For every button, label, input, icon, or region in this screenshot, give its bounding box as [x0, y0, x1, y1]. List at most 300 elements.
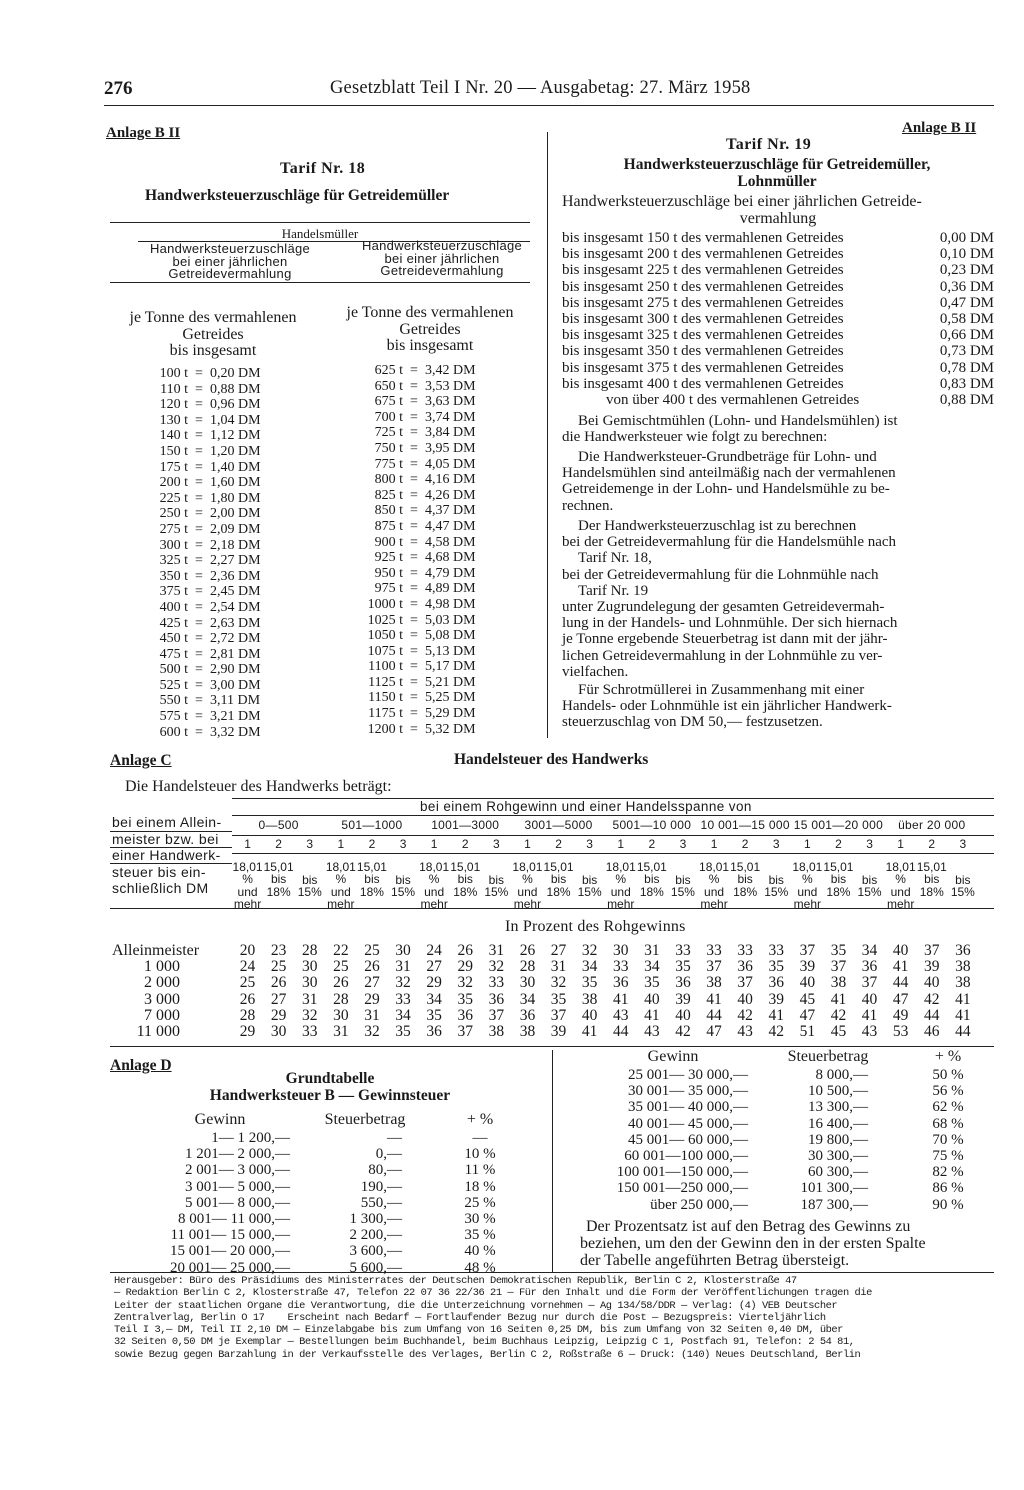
t19-text: bis insgesamt 325 t des vermahlenen Getreides	[562, 327, 844, 344]
t18-row	[355, 457, 505, 473]
t18-equals: =	[195, 537, 203, 553]
d-gewinn: 150 001—250 000,—	[616, 1180, 748, 1197]
d-row	[598, 1083, 998, 1099]
c-cell: 36	[457, 1006, 473, 1024]
c-sub-label: und	[424, 884, 445, 899]
t18-amount: 1,04 DM	[210, 412, 261, 428]
c-cell: 39	[923, 958, 940, 976]
c-cell: 26	[333, 974, 349, 992]
t18-equals: =	[410, 706, 418, 722]
t18-tonnage: 350 t	[159, 568, 188, 584]
c-cell: 40	[581, 1006, 598, 1024]
intro-line: vermahlung	[739, 210, 817, 227]
intro-line: Handwerksteuerzuschläge bei einer jährlichen Getreide-	[562, 193, 922, 210]
d-gewinn: 11 001— 15 000,—	[170, 1227, 290, 1244]
c-sub-label: %	[335, 872, 347, 887]
c-cell: 28	[333, 990, 349, 1008]
d-steuer: 5 600,—	[349, 1259, 402, 1276]
anlage-d-note	[580, 1219, 996, 1269]
t18-equals: =	[410, 721, 418, 737]
t19-row	[562, 295, 994, 311]
t18-row	[140, 709, 290, 725]
c-cell: 43	[612, 1006, 629, 1024]
d-percent: 11 %	[464, 1162, 496, 1179]
anlage-d-heading	[160, 1070, 500, 1104]
d-gewinn: 15 001— 20 000,—	[170, 1243, 290, 1260]
d-gewinn: 100 001—150 000,—	[616, 1164, 748, 1181]
t18-amount: 3,63 DM	[425, 394, 476, 410]
c-sub-label: 15%	[950, 885, 975, 900]
c-sub-label: und	[797, 884, 818, 899]
t18-equals: =	[410, 487, 418, 503]
subheader-line: je Tonne des vermahlenen	[346, 304, 514, 321]
t18-tonnage: 800 t	[374, 472, 403, 488]
c-sub-label: 18,01	[792, 860, 823, 874]
d-gewinn: 20 001— 25 000,—	[170, 1259, 290, 1276]
c-left-header-line: einer Handwerk-	[112, 847, 221, 863]
t18-amount: 2,90 DM	[210, 662, 261, 678]
col-header-line: bei einer jährlichen	[384, 250, 500, 266]
c-sub-label: %	[615, 872, 627, 887]
col-header-line: Getreidevermahlung	[168, 266, 292, 281]
col-header-line: Handwerksteuerzuschläge	[149, 241, 311, 256]
c-cell: 35	[426, 1006, 442, 1024]
t18-equals: =	[195, 615, 203, 631]
para-line: steuerzuschlag von DM 50,— festzusetzen.	[562, 714, 823, 731]
t18-tonnage: 130 t	[159, 412, 188, 428]
c-cell: 27	[550, 942, 567, 959]
t18-column-2	[355, 363, 505, 737]
c-cell: 47	[892, 990, 909, 1008]
c-sub-label: 18,01	[325, 860, 356, 874]
c-row-label: 1 000	[144, 958, 180, 976]
c-sub-label: bis	[644, 872, 660, 887]
subheader-line: bis insgesamt	[386, 337, 474, 355]
c-cell: 37	[830, 958, 847, 976]
c-cell: 38	[955, 974, 971, 992]
t19-text: bis insgesamt 150 t des vermahlenen Getreides	[562, 230, 844, 246]
d-percent: 90 %	[932, 1196, 964, 1213]
t18-equals: =	[410, 503, 418, 519]
t18-row	[355, 503, 505, 519]
c-sub-number: 2	[275, 837, 282, 851]
c-cell: 27	[270, 990, 287, 1008]
t18-amount: 2,63 DM	[210, 615, 261, 631]
d-percent: 86 %	[932, 1180, 964, 1197]
c-cell: 32	[301, 1006, 318, 1024]
c-sub-label: 15%	[670, 885, 695, 900]
t18-row	[140, 647, 290, 663]
c-sub-label: bis	[581, 873, 598, 887]
c-sub-number: 1	[617, 837, 625, 851]
c-sub-label: 15,01	[263, 860, 294, 874]
c-cell: 41	[581, 1023, 598, 1040]
c-sub-label: 15,01	[916, 860, 947, 874]
t18-subheader-1	[108, 310, 318, 360]
footer-rule	[110, 1272, 994, 1273]
t18-amount: 4,26 DM	[425, 487, 476, 503]
d-steuer: 190,—	[360, 1178, 402, 1195]
c-cell: 36	[675, 974, 691, 992]
c-sub-label: 18,01	[885, 860, 916, 874]
heading-line: Handwerksteuer B — Gewinnsteuer	[209, 1087, 451, 1104]
t18-amount: 4,16 DM	[425, 472, 476, 488]
c-cell: 35	[395, 1023, 411, 1040]
t18-tonnage: 925 t	[374, 550, 403, 566]
t18-equals: =	[195, 709, 203, 725]
t18-tonnage: 600 t	[159, 724, 188, 740]
anlage-b-left-label: Anlage B II	[106, 125, 181, 141]
c-cell: 31	[488, 942, 505, 959]
t18-tonnage: 1125 t	[368, 674, 403, 690]
c-cell: 49	[892, 1006, 909, 1024]
t18-tonnage: 850 t	[374, 503, 403, 519]
c-cell: 40	[861, 990, 878, 1008]
c-sub-number: 3	[586, 837, 593, 851]
t19-text: bis insgesamt 225 t des vermahlenen Getreides	[562, 262, 844, 279]
schrot-paragraph	[562, 682, 994, 731]
d-steuer: 19 800,—	[808, 1131, 868, 1148]
t19-value: 0,78 DM	[939, 359, 994, 376]
t18-amount: 1,60 DM	[210, 475, 261, 491]
c-cell: 26	[270, 974, 287, 992]
c-cell: 35	[550, 990, 567, 1008]
t18-amount: 4,47 DM	[425, 518, 476, 534]
c-cell: 31	[395, 958, 411, 976]
t18-amount: 0,88 DM	[210, 381, 261, 397]
c-cell: 26	[239, 990, 256, 1008]
c-sub-label: 18%	[266, 884, 291, 899]
c-cell: 39	[550, 1023, 567, 1040]
t18-amount: 0,96 DM	[210, 397, 261, 413]
c-cell: 37	[737, 974, 753, 992]
c-sub-label: %	[895, 872, 906, 887]
t18-row	[355, 706, 505, 722]
col-header-line: Getreidevermahlung	[380, 263, 504, 278]
heading-line: Grundtabelle	[285, 1070, 375, 1087]
c-sub-label: mehr	[513, 896, 542, 911]
c-left-rule	[110, 863, 232, 864]
c-cell: 37	[550, 1006, 567, 1024]
c-cell: 51	[799, 1023, 816, 1040]
t18-equals: =	[410, 518, 418, 534]
d-percent: 50 %	[932, 1067, 964, 1083]
t18-amount: 3,00 DM	[210, 677, 261, 693]
t18-equals: =	[410, 425, 418, 441]
c-cell: 43	[737, 1023, 753, 1040]
c-cell: 35	[675, 958, 691, 976]
c-left-header-line: steuer bis ein-	[112, 863, 206, 880]
d-gewinn: 40 001— 45 000,—	[628, 1115, 748, 1132]
t19-row	[562, 279, 994, 295]
t19-value: 0,66 DM	[939, 327, 994, 344]
t18-row	[355, 550, 505, 566]
t18-equals: =	[195, 693, 203, 709]
c-cell: 42	[923, 990, 940, 1008]
c-sub-label: bis	[924, 872, 940, 887]
footer-line: Herausgeber: Büro des Präsidiums des Ministerrates der Deutschen Demokratischen Republik, Berlin C 2, Klosterstraße 47	[114, 1275, 797, 1287]
d-percent: 56 %	[932, 1083, 964, 1100]
c-cell: 42	[737, 1006, 753, 1024]
c-rule-3	[232, 835, 994, 836]
c-cell: 31	[333, 1023, 349, 1040]
d-percent: 82 %	[932, 1164, 964, 1181]
t19-value: 0,23 DM	[939, 262, 994, 279]
t18-column-1	[140, 366, 290, 740]
header-rule	[104, 105, 994, 106]
c-sub-label: und	[517, 884, 538, 899]
c-cell: 22	[333, 942, 349, 959]
d-percent: 30 %	[464, 1211, 496, 1228]
t18-amount: 1,40 DM	[210, 459, 261, 475]
c-sub-number: 3	[399, 837, 407, 851]
c-cell: 38	[706, 974, 722, 992]
c-cell: 27	[426, 958, 442, 976]
c-cell: 36	[768, 974, 784, 992]
c-cell: 34	[519, 990, 536, 1008]
t18-equals: =	[410, 565, 418, 581]
note-line: der Tabelle angeführten Betrag übersteigt.	[580, 1251, 850, 1269]
c-left-header-line: schließlich DM	[112, 880, 209, 896]
t18-equals: =	[410, 674, 418, 690]
para-line: die Handwerksteuer wie folgt zu berechnen:	[562, 429, 828, 446]
para-line: vielfachen.	[562, 663, 629, 680]
subheader-line: bis insgesamt	[169, 342, 257, 360]
t18-tonnage: 1150 t	[368, 690, 403, 706]
d-steuer: 550,—	[360, 1194, 402, 1211]
t18-amount: 5,17 DM	[425, 659, 476, 675]
t18-amount: 5,32 DM	[425, 721, 476, 737]
c-cell: 34	[861, 942, 878, 959]
c-sub-number: 3	[772, 837, 780, 851]
d-row	[150, 1146, 530, 1162]
c-cell: 30	[301, 958, 318, 976]
c-cell: 31	[550, 958, 567, 976]
tarif-19-rows	[562, 230, 994, 408]
para-line: bei der Getreidevermahlung für die Lohnmühle nach	[562, 566, 879, 583]
para-line: Bei Gemischtmühlen (Lohn- und Handelsmühlen) ist	[578, 413, 898, 429]
d-row	[150, 1162, 530, 1178]
t19-value: 0,88 DM	[939, 392, 994, 409]
footer-line: — Redaktion Berlin C 2, Klosterstraße 47, Telefon 22 07 36 22/36 21 — Für den Inhalt und die Form der Veröffentlichungen tragen die	[114, 1287, 872, 1300]
t18-amount: 4,68 DM	[425, 550, 476, 566]
para-line: Handels- oder Lohnmühle ist ein jährlicher Handwerk-	[562, 698, 892, 715]
t18-subheader-2	[322, 305, 538, 355]
mixed-mills-paragraph	[562, 413, 994, 445]
t18-row	[140, 366, 290, 382]
t18-equals: =	[410, 378, 418, 394]
d-percent: 62 %	[932, 1099, 964, 1116]
t18-equals: =	[410, 612, 418, 628]
t18-row	[355, 628, 505, 644]
t18-row	[355, 394, 505, 410]
t18-amount: 1,12 DM	[210, 428, 261, 444]
tarif-19-heading	[560, 156, 994, 190]
c-cell: 40	[892, 942, 909, 959]
d-gewinn: 25 001— 30 000,—	[628, 1067, 748, 1083]
c-cell: 44	[923, 1006, 940, 1024]
t18-equals: =	[410, 363, 418, 378]
d-gewinn: 5 001— 8 000,—	[185, 1194, 290, 1211]
t18-tonnage: 150 t	[159, 443, 188, 459]
t18-row	[140, 631, 290, 647]
t19-text: bis insgesamt 300 t des vermahlenen Getreides	[562, 311, 844, 328]
c-sub-number: 2	[368, 837, 376, 851]
c-cell: 29	[239, 1023, 256, 1040]
t18-equals: =	[410, 409, 418, 425]
c-cell: 34	[581, 958, 598, 976]
c-left-header-line: bei einem Allein-	[112, 814, 222, 830]
t18-row	[140, 662, 290, 678]
t18-equals: =	[195, 646, 203, 662]
para-line: Tarif Nr. 19	[578, 582, 649, 599]
t18-tonnage: 225 t	[159, 490, 188, 506]
t18-row	[355, 597, 505, 613]
c-sub-number: 1	[430, 837, 438, 851]
t18-tonnage: 825 t	[374, 487, 403, 503]
c-sub-label: %	[522, 872, 533, 887]
col-header-line: bei einer jährlichen	[172, 253, 288, 269]
t18-tonnage: 500 t	[159, 662, 188, 678]
c-top-header: bei einem Rohgewinn und einer Handelsspanne von	[420, 799, 752, 814]
t18-amount: 2,36 DM	[210, 568, 261, 584]
t18-row	[355, 722, 505, 738]
t19-value: 0,10 DM	[939, 246, 994, 263]
t18-equals: =	[410, 643, 418, 659]
c-cell: 36	[488, 990, 505, 1008]
t18-row	[140, 584, 290, 600]
col-header-line: Handwerksteuerzuschläge	[361, 238, 523, 253]
c-sub-label: mehr	[607, 896, 635, 911]
c-sub-label: 15,01	[543, 860, 574, 874]
t18-tonnage: 525 t	[159, 677, 188, 693]
c-cell: 32	[364, 1023, 380, 1040]
t18-rule-top	[110, 222, 530, 223]
t18-row	[140, 382, 290, 398]
t18-tonnage: 1000 t	[367, 596, 403, 612]
t18-equals: =	[195, 428, 203, 444]
t18-tonnage: 120 t	[159, 397, 188, 413]
d-row	[598, 1164, 998, 1180]
t18-row	[355, 410, 505, 426]
d-percent: —	[472, 1130, 488, 1146]
c-sub-label: 15%	[297, 885, 322, 900]
d-header-row	[150, 1111, 530, 1129]
d-steuer: 8 000,—	[815, 1067, 868, 1083]
t19-row	[562, 246, 994, 262]
t18-amount: 3,84 DM	[425, 425, 476, 441]
c-sub-label: 15%	[857, 885, 882, 900]
c-cell: 42	[830, 1006, 847, 1024]
d-row	[598, 1099, 998, 1115]
t18-amount: 5,21 DM	[425, 674, 476, 690]
t18-tonnage: 975 t	[374, 581, 403, 597]
c-sub-label: 15,01	[636, 860, 667, 874]
c-sub-label: 15%	[764, 885, 789, 900]
t18-amount: 5,13 DM	[425, 643, 476, 659]
t18-equals: =	[195, 553, 203, 569]
t18-equals: =	[195, 412, 203, 428]
t18-amount: 3,42 DM	[425, 363, 476, 378]
t18-amount: 2,09 DM	[210, 521, 261, 537]
heading-line: Lohnmüller	[737, 173, 817, 190]
anlage-c-heading: Handelsteuer des Handwerks	[454, 751, 649, 768]
t18-amount: 3,32 DM	[210, 724, 261, 740]
c-cell: 44	[706, 1006, 722, 1024]
c-cell: 30	[333, 1006, 349, 1024]
c-sub-label: mehr	[793, 896, 822, 911]
c-rule-2	[232, 815, 994, 816]
c-sub-number: 3	[679, 837, 687, 851]
c-range-label: 501—1000	[341, 818, 403, 832]
c-row-label: Alleinmeister	[112, 942, 200, 959]
c-cell: 30	[301, 974, 318, 992]
c-cell: 37	[488, 1006, 505, 1024]
t18-tonnage: 375 t	[159, 584, 188, 600]
d-col-header: Gewinn	[194, 1111, 246, 1128]
c-cell: 36	[519, 1006, 536, 1024]
t18-tonnage: 875 t	[374, 518, 403, 534]
t18-tonnage: 550 t	[159, 693, 188, 709]
c-sub-label: und	[330, 884, 351, 899]
c-cell: 33	[768, 942, 784, 959]
d-gewinn: 1— 1 200,—	[211, 1130, 290, 1146]
d-row	[598, 1116, 998, 1132]
t18-equals: =	[410, 690, 418, 706]
t18-tonnage: 1050 t	[367, 628, 403, 644]
d-row	[150, 1227, 530, 1243]
t18-amount: 0,20 DM	[210, 366, 261, 381]
t18-tonnage: 475 t	[159, 646, 188, 662]
d-percent: 75 %	[932, 1148, 964, 1165]
c-sub-label: bis	[488, 873, 505, 887]
c-cell: 34	[644, 958, 660, 976]
c-cell: 38	[830, 974, 847, 992]
t18-amount: 2,81 DM	[210, 646, 261, 662]
c-sub-label: %	[708, 872, 720, 887]
heading-line: Handwerksteuerzuschläge für Getreidemüller,	[623, 156, 931, 173]
t18-row	[140, 725, 290, 741]
c-sub-label: bis	[861, 873, 878, 887]
column-divider-top	[547, 132, 548, 738]
c-cell: 29	[457, 958, 473, 976]
t18-tonnage: 100 t	[159, 366, 188, 381]
c-cell: 37	[457, 1023, 473, 1040]
c-cell: 32	[550, 974, 567, 992]
c-cell: 30	[612, 942, 629, 959]
anlage-c-label: Anlage C	[110, 752, 172, 769]
c-range-label: 1001—3000	[431, 818, 500, 832]
t18-tonnage: 325 t	[159, 553, 188, 569]
d-steuer: 1 300,—	[349, 1211, 402, 1228]
c-sub-number: 3	[306, 837, 314, 851]
t18-tonnage: 1175 t	[368, 706, 403, 722]
d-steuer: 16 400,—	[808, 1115, 868, 1132]
t18-tonnage: 900 t	[374, 534, 403, 550]
t18-equals: =	[410, 581, 418, 597]
c-cell: 39	[675, 990, 691, 1008]
t19-text: bis insgesamt 200 t des vermahlenen Getreides	[562, 246, 844, 263]
t19-row	[562, 360, 994, 376]
c-cell: 35	[457, 990, 473, 1008]
c-sub-number: 2	[741, 837, 749, 851]
t18-amount: 4,98 DM	[425, 596, 476, 612]
t18-col-header-2	[342, 240, 542, 278]
t19-row	[562, 311, 994, 327]
c-cell: 23	[270, 942, 287, 959]
t18-equals: =	[195, 366, 203, 381]
c-cell: 26	[457, 942, 473, 959]
